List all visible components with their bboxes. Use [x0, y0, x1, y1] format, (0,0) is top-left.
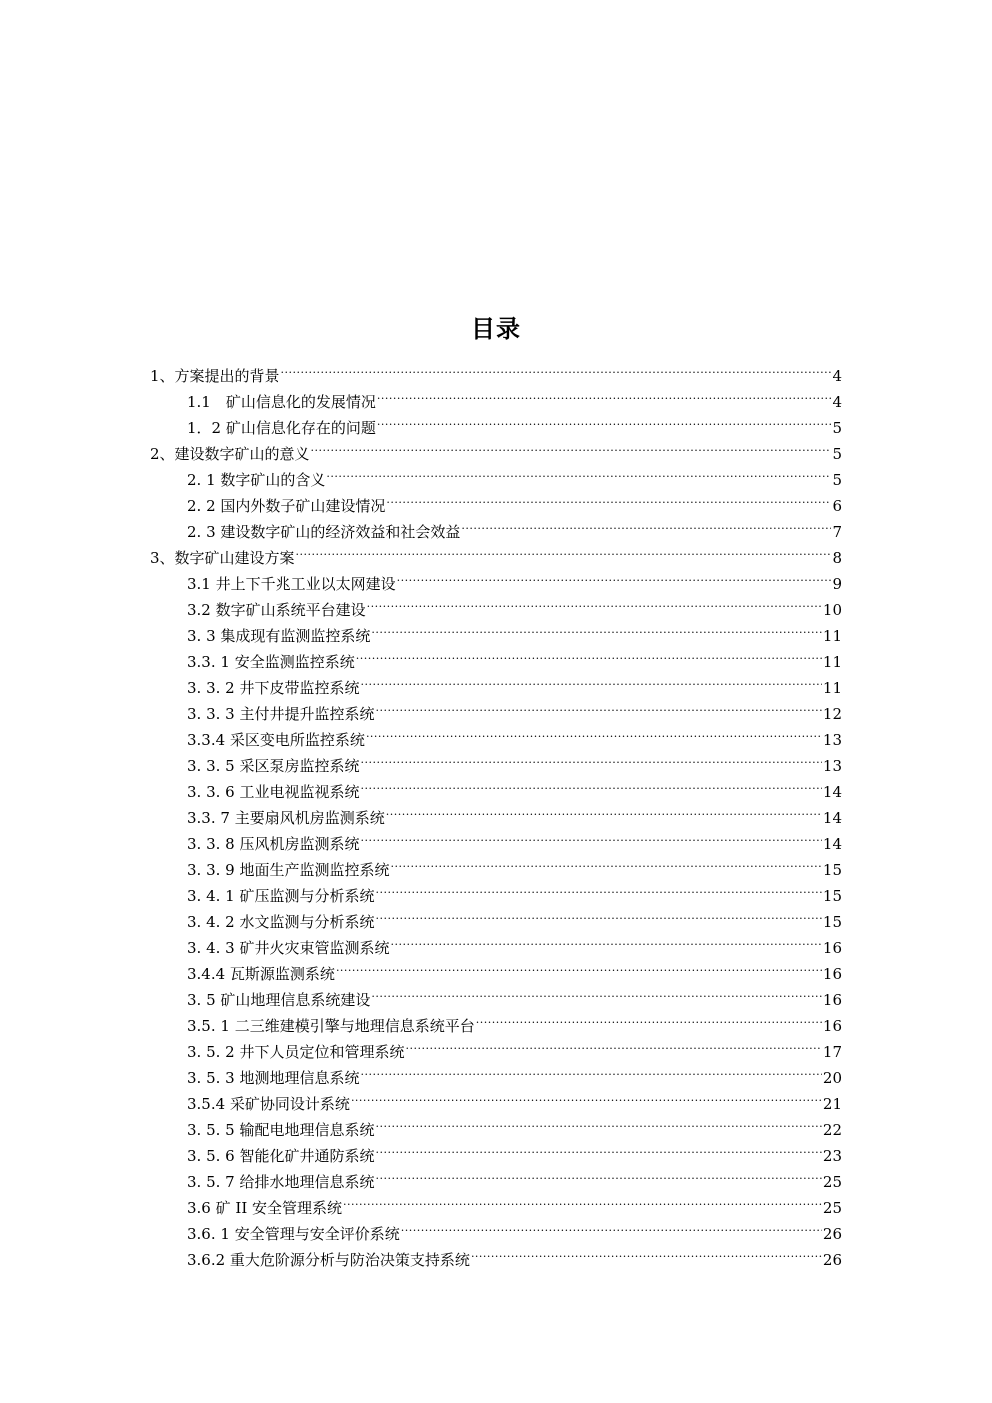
toc-entry-label: 3. 3 集成现有监测监控系统 — [187, 627, 371, 645]
toc-title: 目录 — [471, 314, 521, 343]
dot-leader — [390, 927, 821, 953]
toc-entry-page-number: 25 — [822, 1173, 842, 1191]
toc-entry-page-number: 15 — [822, 861, 842, 879]
toc-entry-label: 3. 4. 3 矿井火灾束管监测系统 — [187, 939, 390, 957]
toc-entry-label: 3. 5. 7 给排水地理信息系统 — [187, 1173, 375, 1191]
dot-leader — [360, 771, 821, 797]
dot-leader — [326, 459, 831, 485]
toc-entry-page-number: 26 — [822, 1251, 842, 1269]
toc-entry-page-number: 8 — [832, 549, 842, 567]
toc-entry-page-number: 16 — [822, 939, 842, 957]
toc-entry-label: 3.4.4 瓦斯源监测系统 — [187, 965, 335, 983]
toc-entry-page-number: 11 — [822, 627, 842, 645]
toc-entry-page-number: 14 — [822, 809, 842, 827]
dot-leader — [311, 433, 832, 459]
toc-entry-label: 3.1 井上下千兆工业以太网建设 — [187, 575, 396, 593]
toc-entry-label: 1、方案提出的背景 — [150, 367, 280, 385]
dot-leader — [375, 1135, 821, 1161]
dot-leader — [375, 901, 821, 927]
toc-entry-label: 1.1 矿山信息化的发展情况 — [187, 393, 376, 411]
toc-entry-page-number: 15 — [822, 887, 842, 905]
toc-entry-label: 2. 1 数字矿山的含义 — [187, 471, 326, 489]
dot-leader — [356, 641, 822, 667]
toc-entry-page-number: 14 — [822, 783, 842, 801]
toc-entry-label: 3. 5 矿山地理信息系统建设 — [187, 991, 371, 1009]
toc-entry-label: 3.2 数字矿山系统平台建设 — [187, 601, 366, 619]
toc-entry-label: 3. 3. 9 地面生产监测监控系统 — [187, 861, 390, 879]
toc-entry-page-number: 22 — [822, 1121, 842, 1139]
dot-leader — [360, 745, 821, 771]
toc-entry-label: 2、建设数字矿山的意义 — [150, 445, 310, 463]
toc-entry-label: 2. 3 建设数字矿山的经济效益和社会效益 — [187, 523, 461, 541]
toc-entry-page-number: 5 — [832, 471, 842, 489]
toc-entry-label: 3. 3. 3 主付井提升监控系统 — [187, 705, 375, 723]
dot-leader — [296, 537, 832, 563]
dot-leader — [401, 1213, 822, 1239]
toc-entry-label: 3. 5. 3 地测地理信息系统 — [187, 1069, 360, 1087]
dot-leader — [375, 875, 821, 901]
toc-entry-page-number: 9 — [832, 575, 842, 593]
toc-entry-label: 3. 5. 5 输配电地理信息系统 — [187, 1121, 375, 1139]
dot-leader — [336, 953, 822, 979]
toc-entry[interactable] — [150, 355, 842, 385]
dot-leader — [390, 849, 821, 875]
dot-leader — [386, 485, 831, 511]
dot-leader — [367, 589, 822, 615]
toc-entry-label: 3. 5. 6 智能化矿井通防系统 — [187, 1147, 375, 1165]
toc-entry-label: 3. 3. 5 采区泵房监控系统 — [187, 757, 360, 775]
toc-entry-page-number: 25 — [822, 1199, 842, 1217]
dot-leader — [360, 823, 821, 849]
toc-entry-label: 3.3. 1 安全监测监控系统 — [187, 653, 355, 671]
dot-leader — [386, 797, 822, 823]
toc-entry-page-number: 26 — [822, 1225, 842, 1243]
toc-entry-page-number: 14 — [822, 835, 842, 853]
toc-entry-label: 3、数字矿山建设方案 — [150, 549, 295, 567]
toc-entry-page-number: 16 — [822, 991, 842, 1009]
dot-leader — [371, 615, 822, 641]
toc-entry-label: 3.6.2 重大危阶源分析与防治决策支持系统 — [187, 1251, 470, 1269]
toc-entry-page-number: 10 — [822, 601, 842, 619]
toc-entry-label: 3. 3. 2 井下皮带监控系统 — [187, 679, 360, 697]
toc-entry-page-number: 13 — [822, 757, 842, 775]
toc-entry-label: 3.3. 7 主要扇风机房监测系统 — [187, 809, 385, 827]
toc-entry-page-number: 5 — [832, 419, 842, 437]
toc-entry-label: 3.5.4 采矿协同设计系统 — [187, 1095, 350, 1113]
toc-entry-page-number: 11 — [822, 679, 842, 697]
toc-entry-page-number: 23 — [822, 1147, 842, 1165]
dot-leader — [360, 667, 821, 693]
toc-entry-page-number: 7 — [832, 523, 842, 541]
toc-entry-label: 3. 5. 2 井下人员定位和管理系统 — [187, 1043, 405, 1061]
toc-entry-label: 3. 4. 1 矿压监测与分析系统 — [187, 887, 375, 905]
toc-entry-label: 3. 3. 6 工业电视监视系统 — [187, 783, 360, 801]
toc-entry-page-number: 12 — [822, 705, 842, 723]
dot-leader — [281, 355, 832, 381]
toc-entry-page-number: 16 — [822, 965, 842, 983]
toc-entry-label: 3. 4. 2 水文监测与分析系统 — [187, 913, 375, 931]
toc-entry-page-number: 11 — [822, 653, 842, 671]
dot-leader — [360, 1057, 821, 1083]
dot-leader — [366, 719, 822, 745]
dot-leader — [461, 511, 831, 537]
toc-entry-label: 1．2 矿山信息化存在的问题 — [187, 419, 376, 437]
dot-leader — [377, 407, 832, 433]
toc-entry-label: 3.3.4 采区变电所监控系统 — [187, 731, 365, 749]
toc-entry-page-number: 4 — [832, 367, 842, 385]
toc-entry-label: 3.6 矿 II 安全管理系统 — [187, 1199, 343, 1217]
toc-entry-label: 3.5. 1 二三维建模引擎与地理信息系统平台 — [187, 1017, 475, 1035]
dot-leader — [375, 1109, 821, 1135]
dot-leader — [351, 1083, 822, 1109]
dot-leader — [397, 563, 832, 589]
toc-entry-label: 3.6. 1 安全管理与安全评价系统 — [187, 1225, 400, 1243]
toc-list — [150, 355, 842, 1269]
dot-leader — [405, 1031, 821, 1057]
dot-leader — [371, 979, 822, 1005]
toc-entry-page-number: 15 — [822, 913, 842, 931]
toc-entry-page-number: 16 — [822, 1017, 842, 1035]
dot-leader — [343, 1187, 822, 1213]
toc-entry-page-number: 4 — [832, 393, 842, 411]
toc-entry-page-number: 6 — [832, 497, 842, 515]
toc-entry-label: 2. 2 国内外数子矿山建设情况 — [187, 497, 386, 515]
dot-leader — [375, 693, 821, 719]
dot-leader — [377, 381, 832, 407]
toc-entry-page-number: 17 — [822, 1043, 842, 1061]
toc-entry-page-number: 20 — [822, 1069, 842, 1087]
dot-leader — [476, 1005, 822, 1031]
dot-leader — [375, 1161, 821, 1187]
toc-entry-page-number: 5 — [832, 445, 842, 463]
dot-leader — [471, 1239, 822, 1265]
toc-entry-page-number: 21 — [822, 1095, 842, 1113]
toc-entry-page-number: 13 — [822, 731, 842, 749]
toc-entry-label: 3. 3. 8 压风机房监测系统 — [187, 835, 360, 853]
